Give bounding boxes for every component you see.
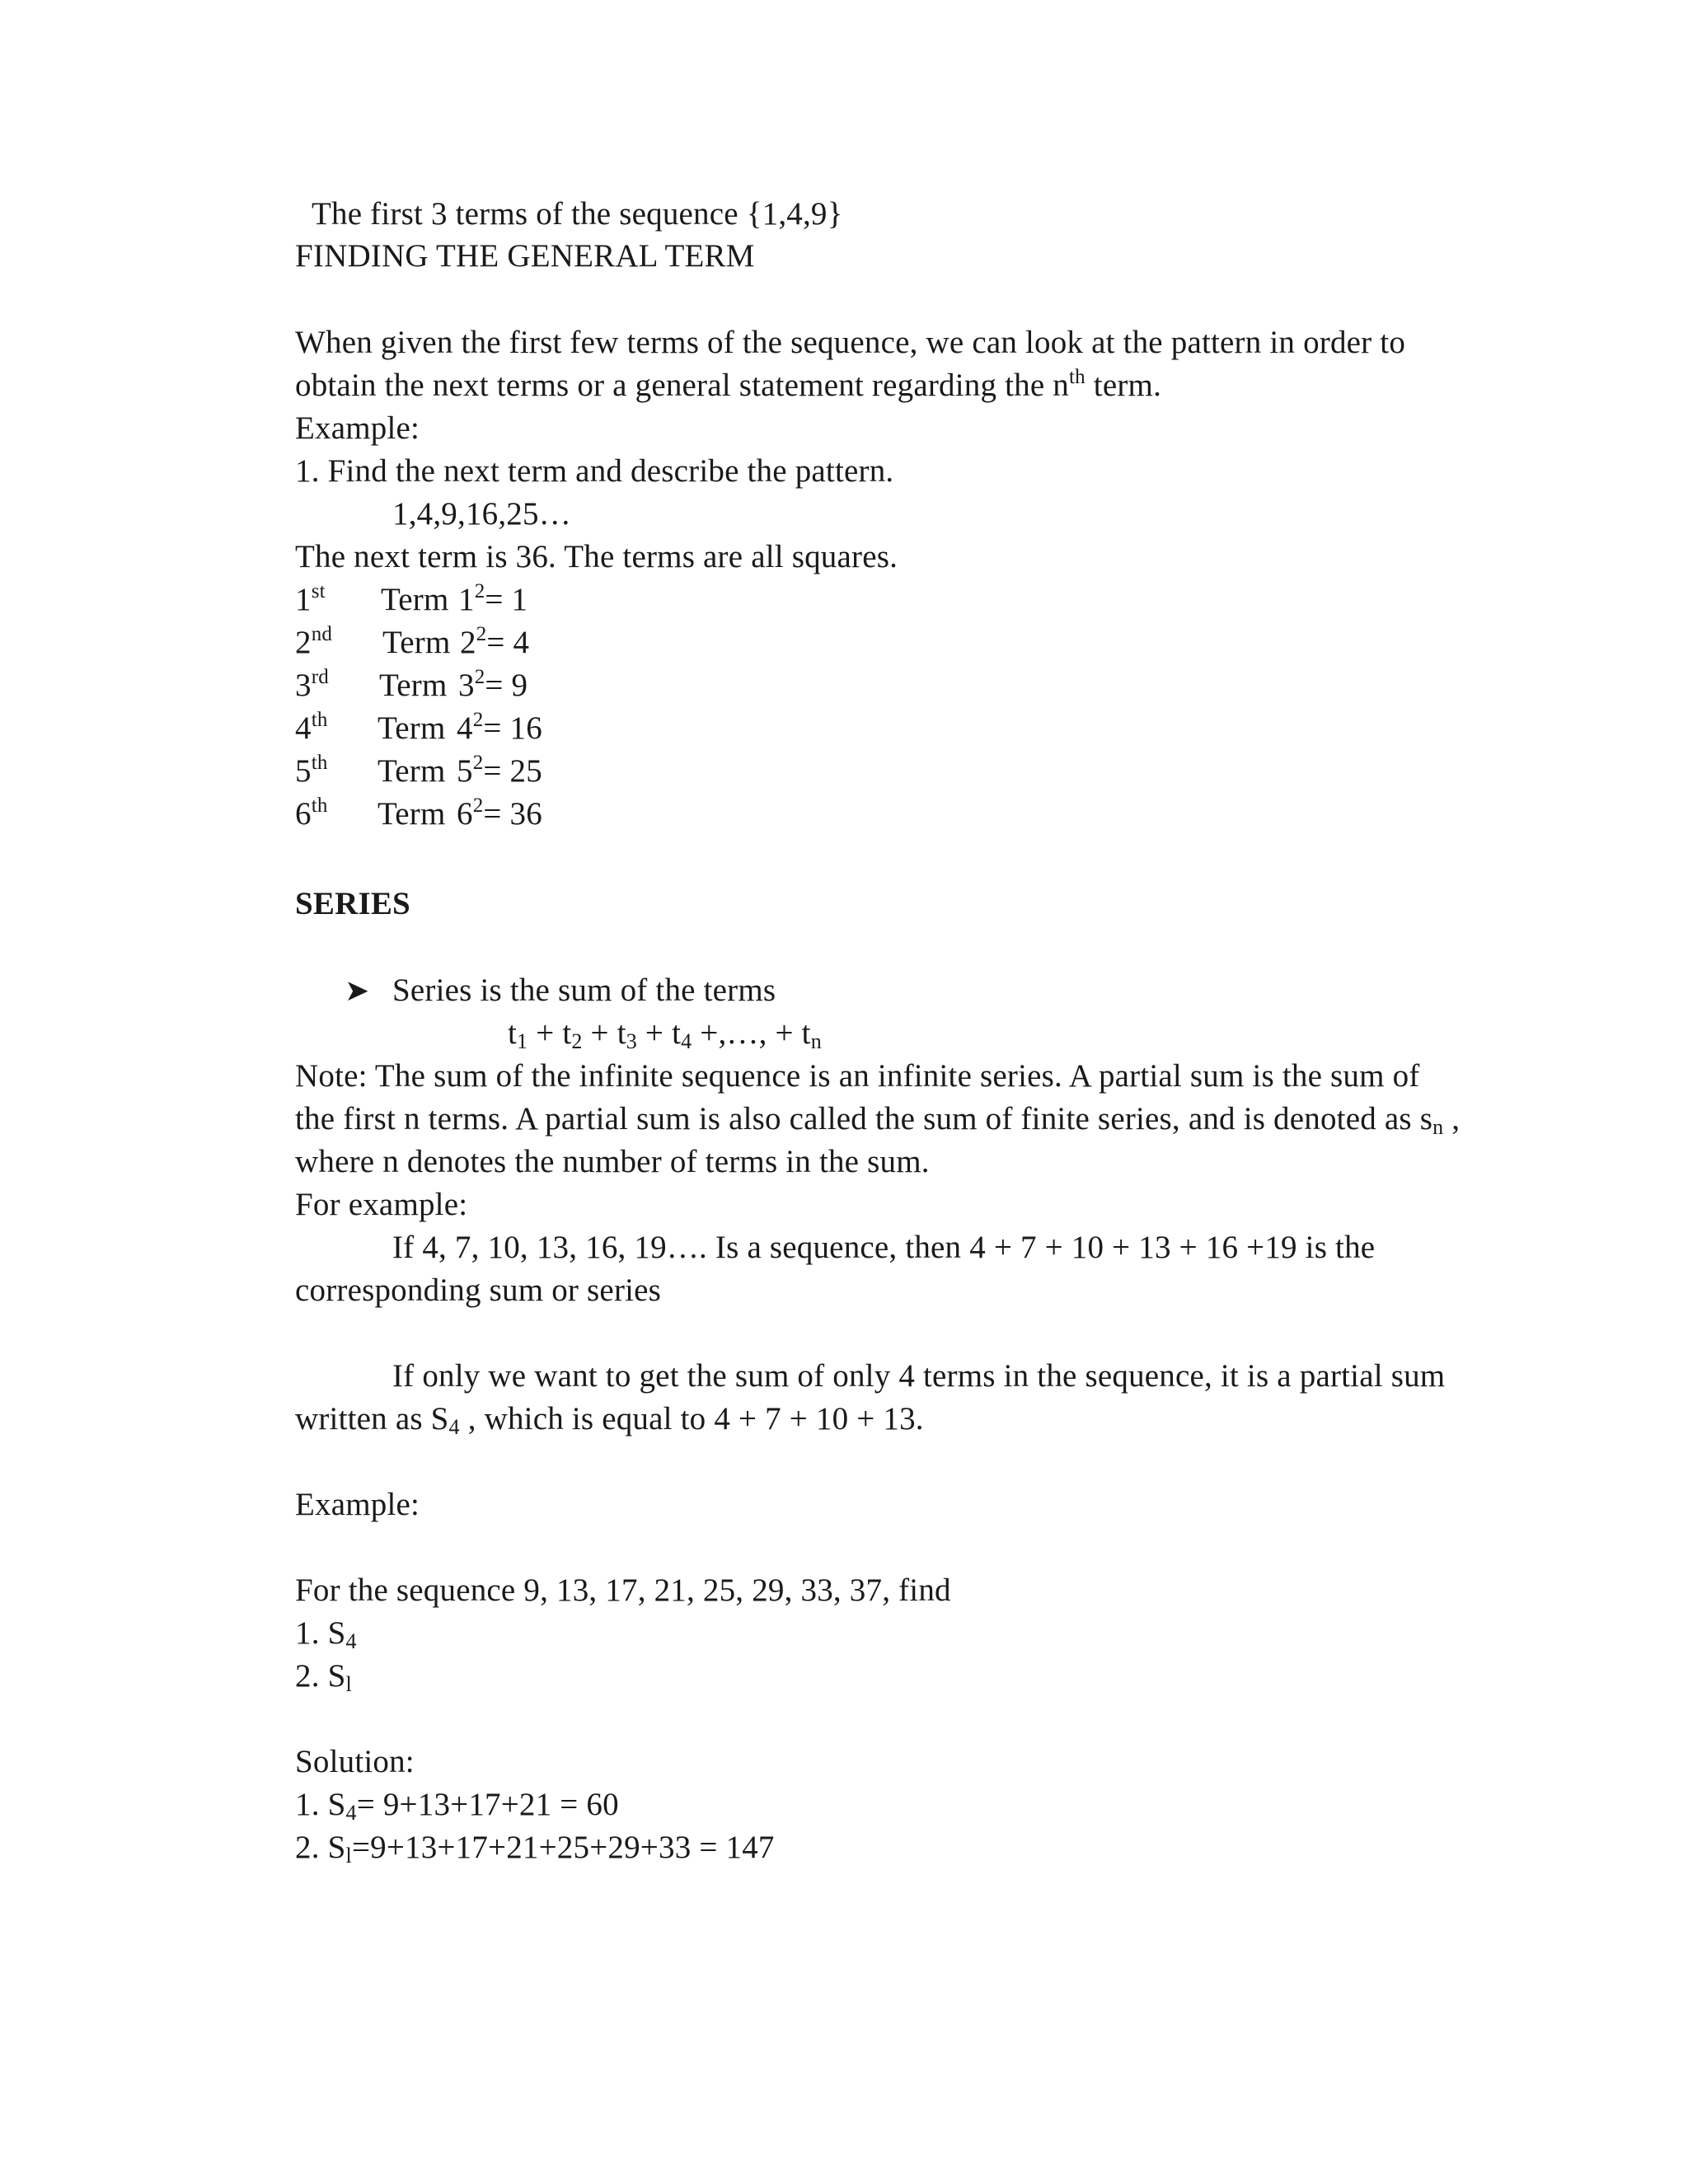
note-line3: where n denotes the number of terms in the sum. <box>295 1144 930 1179</box>
example-label: Example: <box>295 410 420 446</box>
example-sequence: 1,4,9,16,25… <box>392 496 571 532</box>
general-paragraph-line2: obtain the next terms or a general statement regarding the $n^{th}$ term. <box>295 366 1162 403</box>
example-line2: corresponding sum or series <box>295 1272 662 1308</box>
series-formula: $t_1 + t_2 + t_3 + t_4$ +,…, + $t_n$ <box>508 1015 822 1053</box>
example2-prompt: For the sequence 9, 13, 17, 21, 25, 29, 33, 37, find <box>295 1572 951 1608</box>
section-heading-general-term: FINDING THE GENERAL TERM <box>295 238 755 274</box>
example-answer: The next term is 36. The terms are all squares. <box>295 539 898 574</box>
section-heading-series: SERIES <box>295 886 410 921</box>
example2-question-2: 2. $S_l$ <box>295 1658 352 1696</box>
example2-label: Example: <box>295 1487 420 1522</box>
solution-2: 2. $S_l=9+13+17+21+25+29+33 = 147$ <box>295 1830 775 1868</box>
general-paragraph-line1: When given the first few terms of the sequence, we can look at the pattern in order to <box>295 325 1406 360</box>
example2-question-1: 1. $S_4$ <box>295 1615 357 1653</box>
series-definition: Series is the sum of the terms <box>392 972 776 1008</box>
note-line2: the first n terms. A partial sum is also called the sum of finite series, and is denoted as $s_n$ , <box>295 1101 1461 1139</box>
for-example-label: For example: <box>295 1187 468 1222</box>
example-question-1: 1. Find the next term and describe the pattern. <box>295 453 894 489</box>
bullet-arrow-icon: ➤ <box>345 974 370 1007</box>
solution-label: Solution: <box>295 1744 415 1779</box>
example-line1: If 4, 7, 10, 13, 16, 19…. Is a sequence, then 4 + 7 + 10 + 13 + 16 +19 is the <box>392 1230 1376 1265</box>
document-page: The first 3 terms of the sequence {1,4,9} FINDING THE GENERAL TERM When given the first few terms of the sequence, we can look at the pattern in order to obtain the next terms or a general statement regarding the $n^{th}$ term. Example: 1. Find the next term and describe the pattern. 1,4,9,16,25… The next term is 36. The terms are all squares. 1st Term $1^2= 1$ 2nd Term $2^2= 4$ 3rd Term $3^2= 9$ 4th Term $4^2= 16$ 5th Term $5^2= 25$ 6th Term $6^2= 36$ SERIES ➤ Series is the sum of the terms $t_1 + t_2 + t_3 + t_4$ +,…, + $t_n$ Note: The sum of the infinite sequence is an infinite series. A partial sum is the sum of the first n terms. A partial sum is also called the sum of finite series, and is denoted as $s_n$ , where n denotes the number of terms in the sum. For example: If 4, 7, 10, 13, 16, 19…. Is a sequence, then 4 + 7 + 10 + 13 + 16 +19 is the corresponding sum or series If only we want to get the sum of only 4 terms in the sequence, it is a partial sum written as $S_4$ , which is equal to 4 + 7 + 10 + 13. Example: For the sequence 9, 13, 17, 21, 25, 29, 33, 37, find 1. $S_4$ 2. $S_l$ Solution: 1. $S_4= 9+13+17+21 = 60$ 2. $S_l=9+13+17+21+25+29+33 = 147$ <box>295 196 1461 1868</box>
solution-1: 1. $S_4= 9+13+17+21 = 60$ <box>295 1787 619 1825</box>
note-line1: Note: The sum of the infinite sequence is an infinite series. A partial sum is the sum of <box>295 1058 1420 1094</box>
intro-first-terms: The first 3 terms of the sequence {1,4,9} <box>312 196 843 232</box>
partial-sum-line2: written as $S_4$ , which is equal to 4 + 7 + 10 + 13. <box>295 1401 924 1439</box>
partial-sum-line1: If only we want to get the sum of only 4 terms in the sequence, it is a partial sum <box>392 1358 1446 1394</box>
